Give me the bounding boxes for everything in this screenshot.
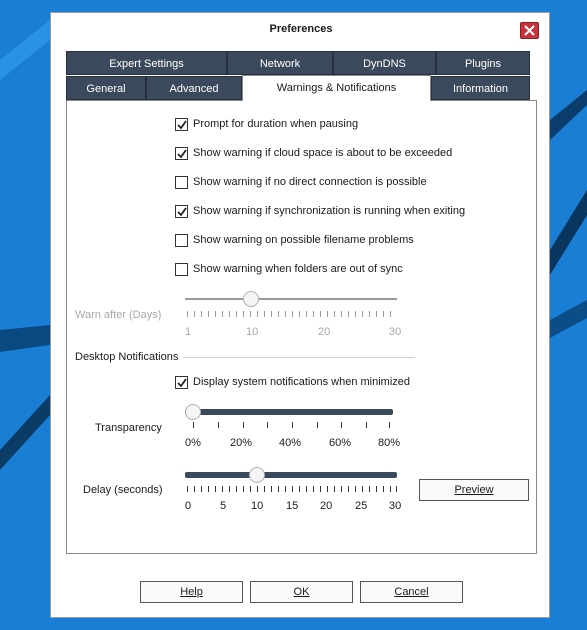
transparency-tick-label: 80% (378, 437, 401, 449)
checkbox[interactable] (175, 205, 188, 218)
delay-tick-label: 30 (389, 500, 402, 512)
tab-warnings-notifications[interactable]: Warnings & Notifications (242, 75, 431, 101)
transparency-slider-thumb[interactable] (185, 404, 201, 420)
transparency-label: Transparency (95, 422, 162, 434)
checkbox[interactable] (175, 118, 188, 131)
checkbox[interactable] (175, 234, 188, 247)
ok-button[interactable] (250, 581, 353, 603)
checkbox[interactable] (175, 176, 188, 189)
checkmark-icon (177, 149, 187, 159)
option-label: Show warning when folders are out of sync (193, 263, 403, 275)
checkmark-icon (177, 207, 187, 217)
warn-after-track (185, 298, 397, 300)
warn-after-tick-label: 20 (318, 326, 331, 338)
option-label: Show warning if synchronization is running when exiting (193, 205, 466, 217)
transparency-tick-label: 20% (230, 437, 253, 449)
desktop-notifications-heading: Desktop Notifications (75, 351, 179, 363)
option-label: Show warning on possible filename problems (193, 234, 414, 246)
ok-button-label: OK (293, 586, 310, 598)
tab-dyndns[interactable]: DynDNS (333, 51, 436, 75)
help-button-label: Help (180, 586, 203, 598)
warn-after-tick-label: 30 (389, 326, 402, 338)
option-label: Show warning if cloud space is about to be exceeded (193, 147, 453, 159)
delay-tick-label: 0 (185, 500, 192, 512)
delay-track (185, 472, 397, 478)
warn-after-ticks (187, 311, 397, 317)
delay-slider-thumb[interactable] (249, 467, 265, 483)
delay-tick-label: 20 (320, 500, 333, 512)
cancel-button[interactable] (360, 581, 463, 603)
delay-tick-label: 10 (251, 500, 264, 512)
transparency-track (185, 409, 393, 415)
tab-general[interactable]: General (66, 76, 146, 100)
cancel-button-label: Cancel (394, 586, 429, 598)
transparency-ticks (193, 422, 389, 428)
transparency-tick-label: 0% (185, 437, 201, 449)
transparency-tick-label: 60% (329, 437, 352, 449)
checkmark-icon (177, 120, 187, 130)
tab-network[interactable]: Network (227, 51, 333, 75)
tab-expert-settings[interactable]: Expert Settings (66, 51, 227, 75)
preview-button-label: Preview (454, 484, 494, 496)
checkmark-icon (177, 378, 187, 388)
tab-panel (66, 100, 537, 554)
tab-plugins[interactable]: Plugins (436, 51, 530, 75)
option-label: Show warning if no direct connection is possible (193, 176, 427, 188)
option-label: Display system notifications when minimized (193, 376, 411, 388)
warn-after-slider-thumb[interactable] (243, 291, 259, 307)
checkbox[interactable] (175, 376, 188, 389)
help-button[interactable] (140, 581, 243, 603)
dialog-title: Preferences (269, 23, 333, 35)
transparency-tick-label: 40% (279, 437, 302, 449)
preview-button[interactable] (419, 479, 529, 501)
checkbox[interactable] (175, 263, 188, 276)
option-label: Prompt for duration when pausing (193, 118, 359, 130)
delay-tick-label: 5 (220, 500, 227, 512)
checkbox[interactable] (175, 147, 188, 160)
delay-tick-label: 15 (286, 500, 299, 512)
close-icon (524, 25, 535, 36)
warn-after-tick-label: 1 (185, 326, 192, 338)
delay-tick-label: 25 (355, 500, 368, 512)
delay-ticks (187, 486, 397, 492)
tab-advanced[interactable]: Advanced (146, 76, 242, 100)
tab-information[interactable]: Information (431, 76, 530, 100)
warn-after-tick-label: 10 (246, 326, 259, 338)
preferences-dialog (50, 12, 550, 618)
delay-label: Delay (seconds) (83, 484, 163, 496)
close-button[interactable] (520, 22, 539, 39)
section-separator (183, 357, 415, 358)
warn-after-label: Warn after (Days) (75, 309, 162, 321)
